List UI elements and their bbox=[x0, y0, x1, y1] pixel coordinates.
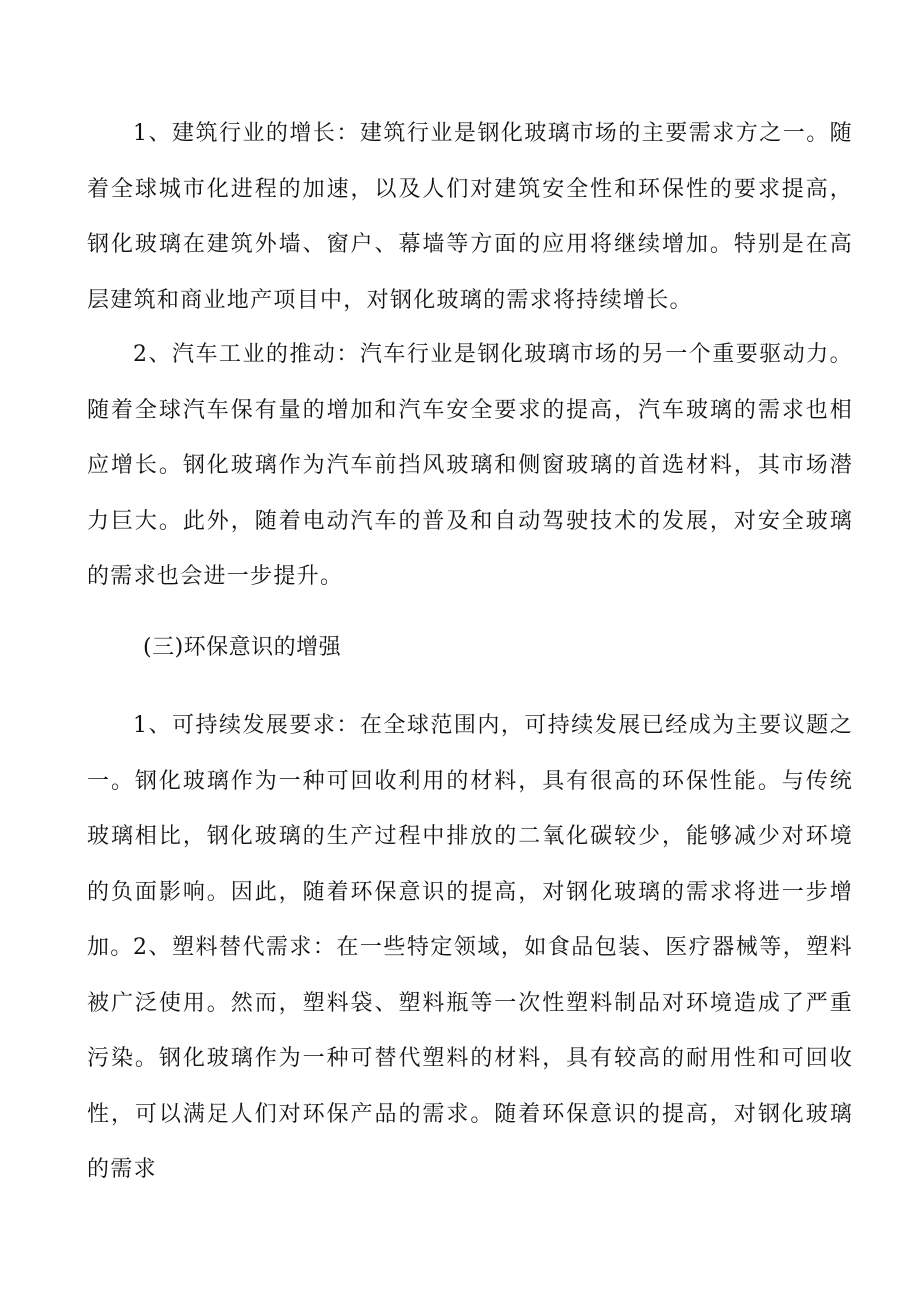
section-heading-environmental-awareness: (三)环保意识的增强 bbox=[143, 635, 342, 660]
paragraph-plastic-replacement: 2、塑料替代需求：在一些特定领域，如食品包装、医疗器械等，塑料被广泛使用。然而，塑料袋、塑料瓶等一次性塑料制品对环境造成了严重污染。钢化玻璃作为一种可替代塑料的材料，具有较高的耐用性和可回收性，可以满足人们对环保产品的需求。随着环保意识的提高，对钢化玻璃的需求 bbox=[87, 935, 853, 1182]
paragraph-automotive-drive: 2、汽车工业的推动：汽车行业是钢化玻璃市场的另一个重要驱动力。随着全球汽车保有量的增加和汽车安全要求的提高，汽车玻璃的需求也相应增长。钢化玻璃作为汽车前挡风玻璃和侧窗玻璃的首选材料，其市场潜力巨大。此外，随着电动汽车的普及和自动驾驶技术的发展，对安全玻璃的需求也会进一步提升。 bbox=[87, 342, 853, 589]
paragraph-sustainable-development: 1、可持续发展要求：在全球范围内，可持续发展已经成为主要议题之一。钢化玻璃作为一种可回收利用的材料，具有很高的环保性能。与传统玻璃相比，钢化玻璃的生产过程中排放的二氧化碳较少，能够减少对环境的负面影响。因此，随着环保意识的提高，对钢化玻璃的需求将进一步增加。 bbox=[87, 713, 853, 960]
paragraph-construction-growth: 1、建筑行业的增长：建筑行业是钢化玻璃市场的主要需求方之一。随着全球城市化进程的加速，以及人们对建筑安全性和环保性的要求提高，钢化玻璃在建筑外墙、窗户、幕墙等方面的应用将继续增加。特别是在高层建筑和商业地产项目中，对钢化玻璃的需求将持续增长。 bbox=[87, 121, 853, 313]
